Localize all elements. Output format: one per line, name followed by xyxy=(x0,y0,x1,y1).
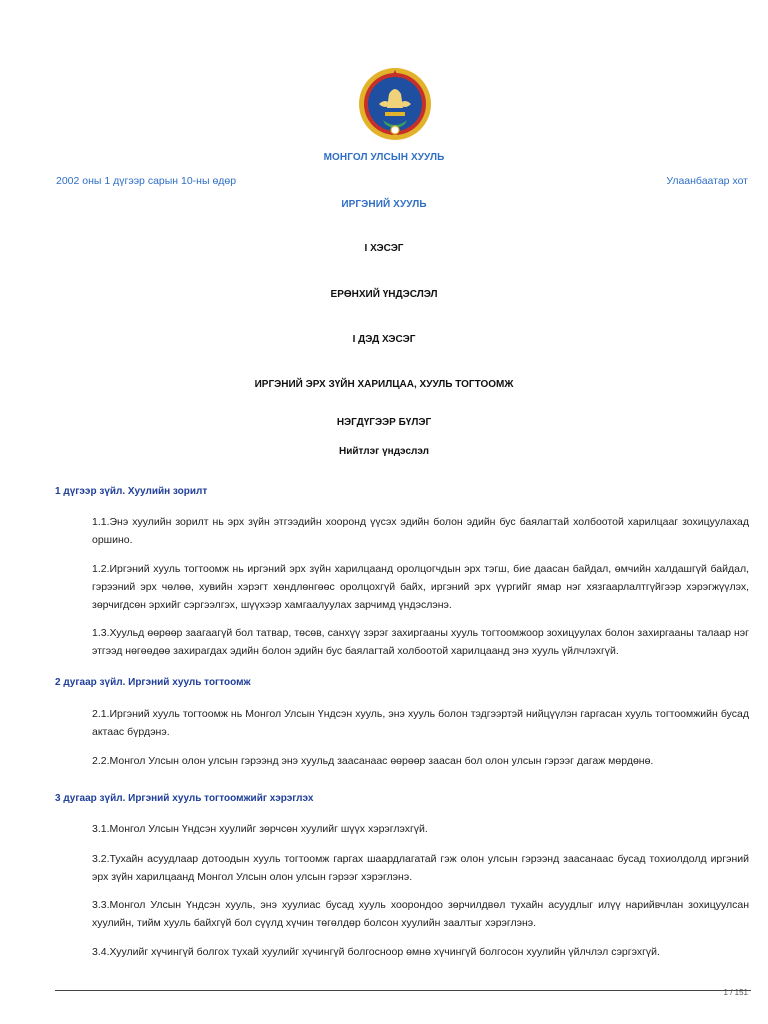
document-place: Улаанбаатар хот xyxy=(666,175,748,187)
article-title: 3 дугаар зүйл. Иргэний хууль тогтоомжийг хэрэглэх xyxy=(55,793,314,804)
subpart-heading: I ДЭД ХЭСЭГ xyxy=(352,334,416,345)
document-title: МОНГОЛ УЛСЫН ХУУЛЬ xyxy=(323,152,445,163)
chapter-heading: НЭГДҮГЭЭР БҮЛЭГ xyxy=(336,417,432,428)
article-title: 1 дүгээр зүйл. Хуулийн зорилт xyxy=(55,486,208,497)
paragraph: 1.3.Хуульд өөрөөр заагаагүй бол татвар, төсөв, санхүү зэрэг захиргааны хууль тогтоомжоор зохицуулах болон захиргааны талаар нэг этгээд нөгөөдөө захирагдах эдийн болон эдийн бус баялагтай холбоотой харилцаанд энэ хууль үйлчлэхгүй. xyxy=(92,627,749,657)
chapter-title: Нийтлэг үндэслэл xyxy=(339,446,429,457)
paragraph: 2.1.Иргэний хууль тогтоомж нь Монгол Улсын Үндсэн хууль, энэ хууль болон тэдгээртэй нийцүүлэн гаргасан хууль тогтоомжийн бусад актаас бүрдэнэ. xyxy=(92,708,749,738)
part-heading: I ХЭСЭГ xyxy=(364,243,404,254)
paragraph: 2.2.Монгол Улсын олон улсын гэрээнд энэ хуульд заасанаас өөрөөр заасан бол олон улсын гэрээг дагаж мөрдөнө. xyxy=(92,755,654,767)
paragraph: 1.1.Энэ хуулийн зорилт нь эрх зүйн этгээдийн хооронд үүсэх эдийн болон эдийн бус баялагтай холбоотой харилцааг зохицуулахад оршино. xyxy=(92,516,749,546)
state-emblem-icon xyxy=(355,64,435,144)
law-name: ИРГЭНИЙ ХУУЛЬ xyxy=(341,199,427,210)
part-title: ЕРӨНХИЙ ҮНДЭСЛЭЛ xyxy=(330,289,438,300)
page-number: 1 / 151 xyxy=(723,988,748,997)
paragraph: 3.1.Монгол Улсын Үндсэн хуулийг зөрчсөн хуулийг шүүх хэрэглэхгүй. xyxy=(92,823,428,835)
paragraph: 3.2.Тухайн асуудлаар дотоодын хууль тогтоомж гаргах шаардлагатай гэж олон улсын гэрээнд заасанаас бусад тохиолдолд иргэний эрх зүйн харилцаанд Монгол Улсын олон улсын гэрээг хэрэглэнэ. xyxy=(92,853,749,883)
paragraph: 1.2.Иргэний хууль тогтоомж нь иргэний эрх зүйн харилцаанд оролцогчдын эрх тэгш, бие даасан байдал, өмчийн халдашгүй байдал, гэрээний эрх чөлөө, хувийн хэрэгт хөндлөнгөөс оролцохгүй байх, иргэний эрх үүргийг ямар нэг хязгаарлалтгүйгээр хэрэгжүүлэх, зөрчигдсөн эрхийг сэргээлгэх, шүүхээр хамгаалуулах зарчимд үндэслэнэ. xyxy=(92,563,749,611)
paragraph: 3.4.Хуулийг хүчингүй болгох тухай хуулийг хүчингүй болгосноор өмнө хүчингүй болгосон хуулийн үйлчлэл сэргэхгүй. xyxy=(92,946,660,958)
subpart-title: ИРГЭНИЙ ЭРХ ЗҮЙН ХАРИЛЦАА, ХУУЛЬ ТОГТООМЖ xyxy=(254,379,514,390)
footer-divider xyxy=(55,990,751,991)
paragraph: 3.3.Монгол Улсын Үндсэн хууль, энэ хуулиас бусад хууль хоорондоо зөрчилдвөл тухайн асуудлыг илүү нарийвчлан зохицуулсан хуулийн, тийм хууль байхгүй бол сүүлд хүчин төгөлдөр болсон хуулийн заалтыг хэрэглэнэ. xyxy=(92,899,749,929)
document-date: 2002 оны 1 дүгээр сарын 10-ны өдөр xyxy=(56,175,237,187)
article-title: 2 дугаар зүйл. Иргэний хууль тогтоомж xyxy=(55,677,251,688)
